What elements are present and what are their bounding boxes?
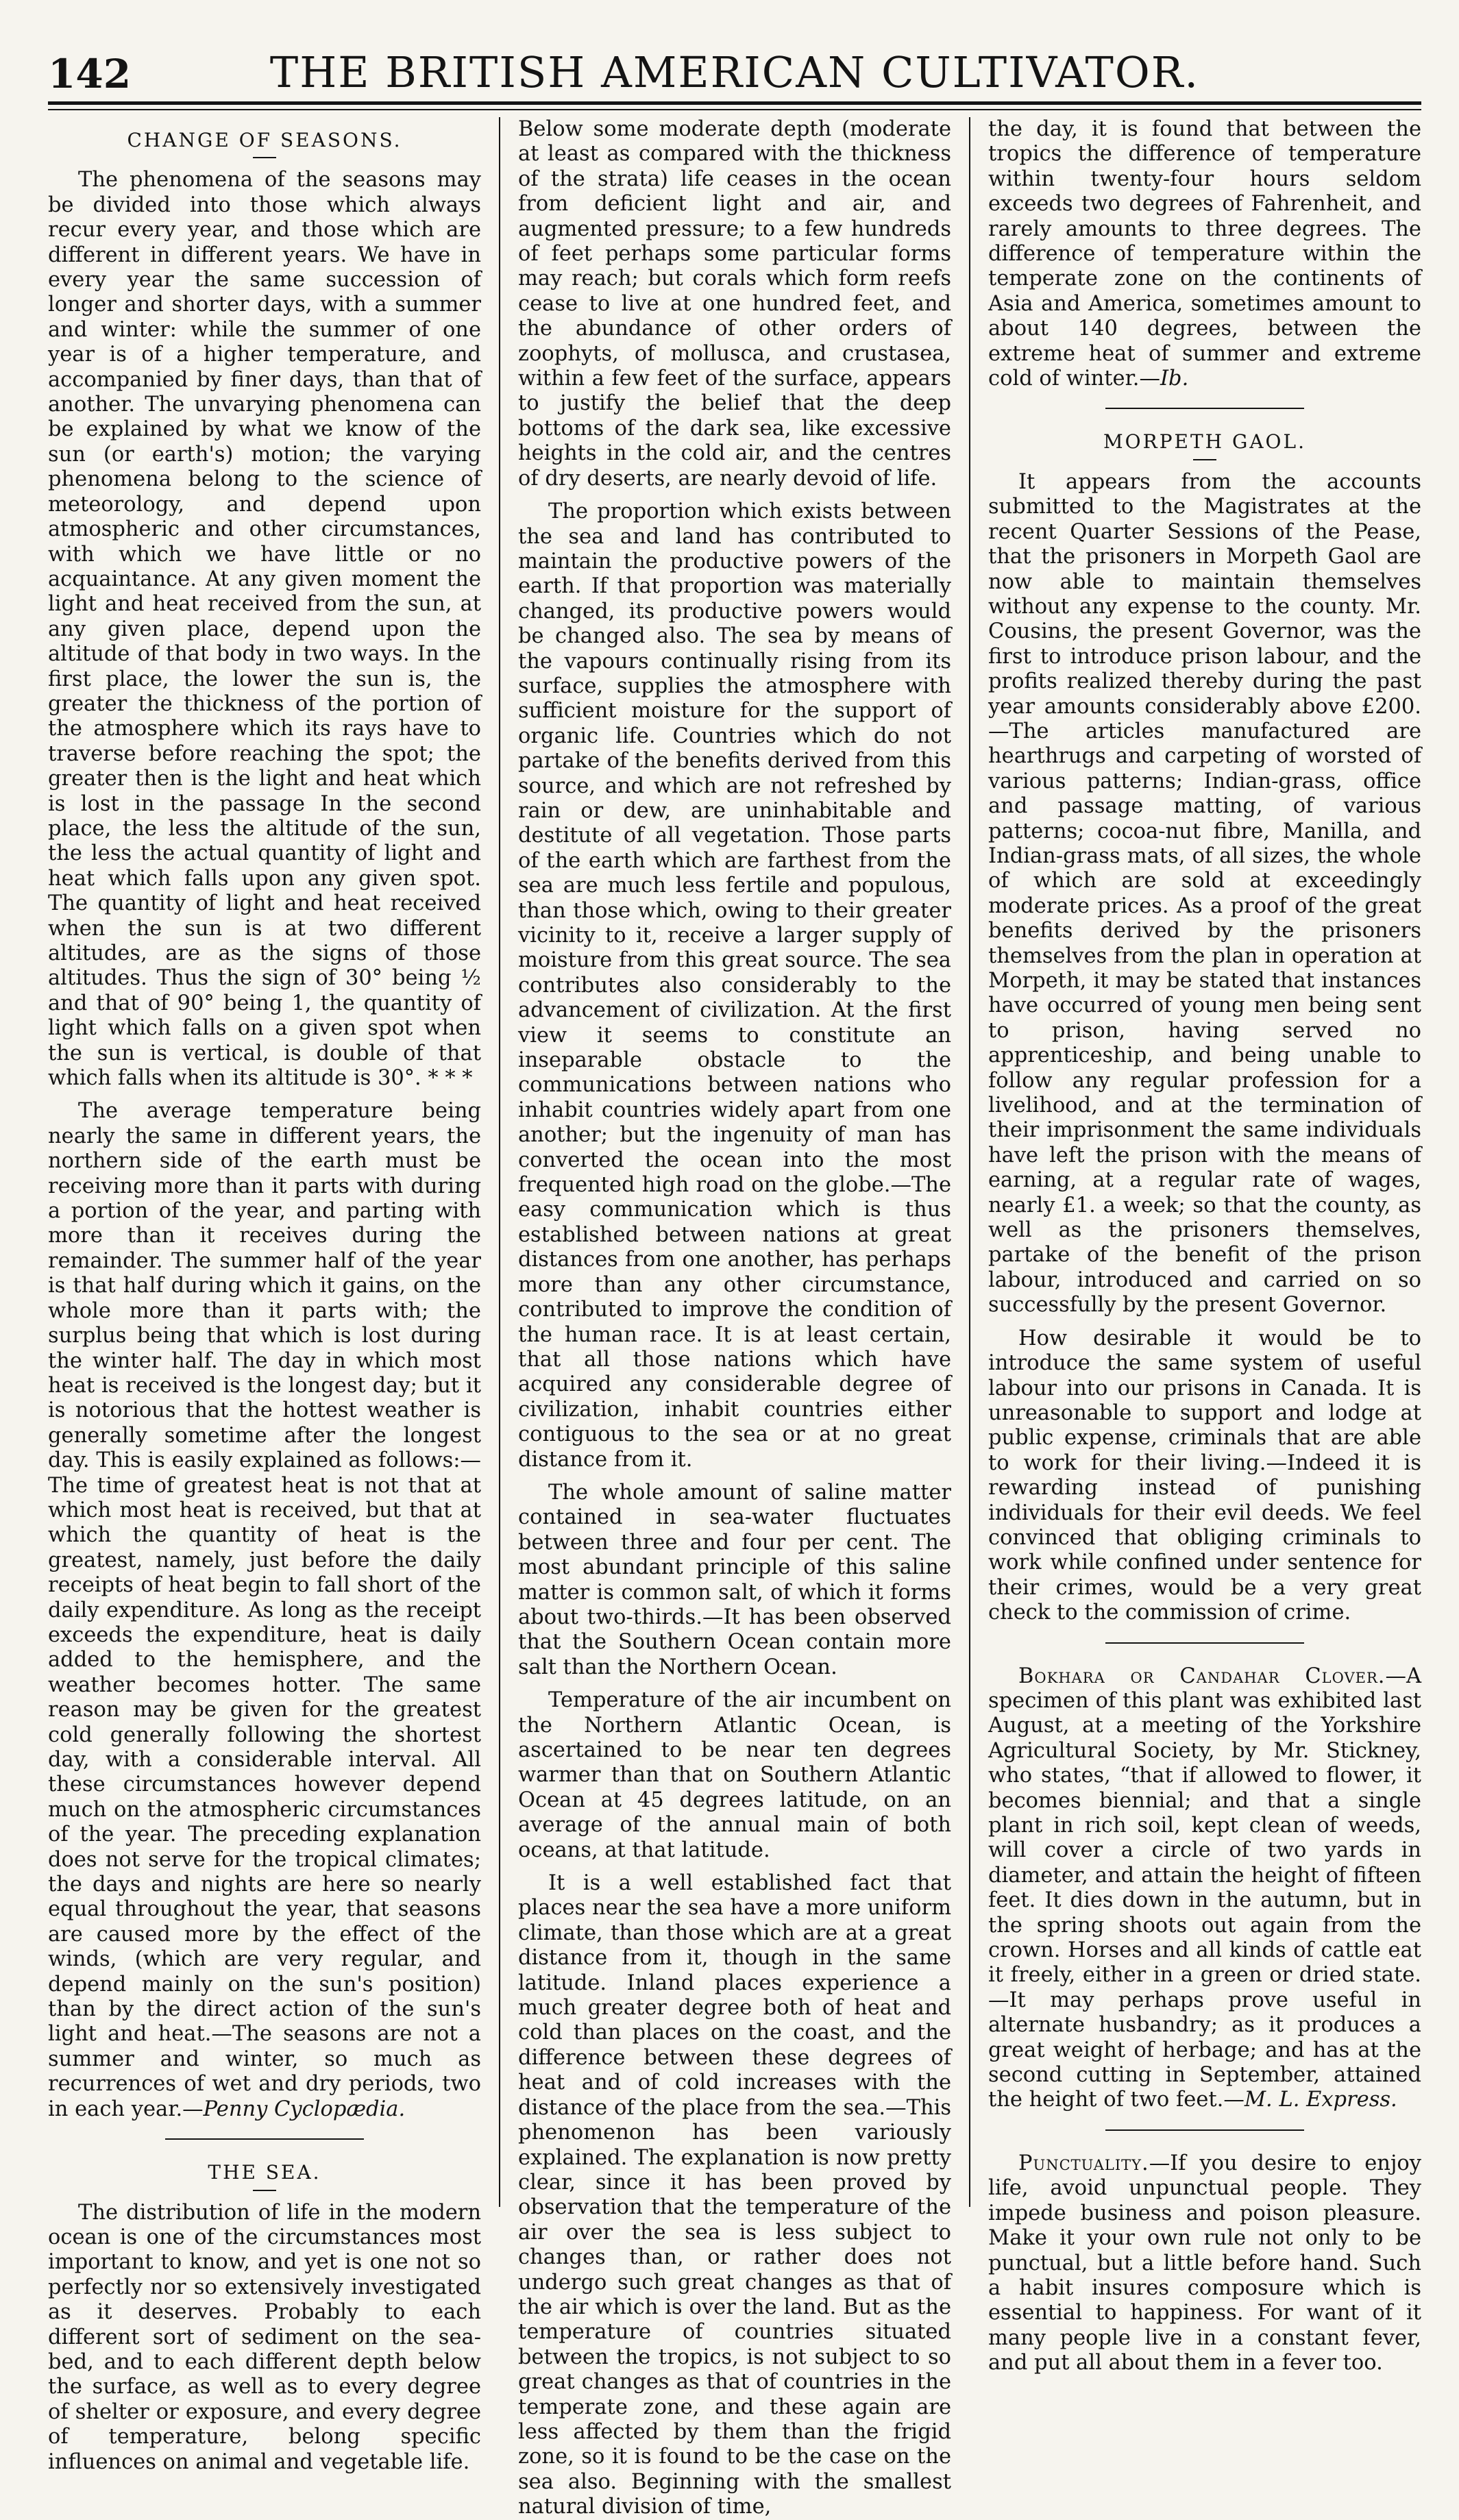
column-1 <box>48 117 499 2474</box>
article-heading: THE SEA. <box>208 2161 321 2184</box>
header-rule <box>48 101 1421 110</box>
article-paragraph <box>988 117 1421 391</box>
source-citation: Ib. <box>1160 367 1189 391</box>
article-paragraph <box>988 470 1421 1318</box>
article-separator <box>1105 1642 1305 1644</box>
article-paragraph <box>988 1326 1421 1626</box>
article-separator <box>1105 408 1305 409</box>
masthead <box>48 34 1421 97</box>
article-lead-title: Punctuality. <box>1018 2151 1149 2175</box>
paragraph-text: —A specimen of this plant was exhibited last August, at a meeting of the Yorkshire Agricultural Society, by Mr. Stickney, who states, “that if allowed to flower, it becomes biennial; and that a single plant in rich soil, kept clean of weeds, will cover a circle of two yards in diameter, and attain the height of fifteen feet. It dies down in the autumn, but in the spring shoots out again from the crown. Horses and all kinds of cattle eat it freely, either in a green or dried state.—It may perhaps prove useful in alternate husbandry; as it produces a great weight of herbage; and has at the second cutting in September, attained the height of two feet.— <box>988 1664 1421 2112</box>
paragraph-text: The phenomena of the seasons may be divided into those which always recur every year, and those which are different in different years. We have in every year the same succession of longer and shorter days, with a summer and winter: while the summer of one year is of a higher temperature, and accompanied by finer days, than that of another. The unvarying phenomena can be explained by what we know of the sun (or earth's) motion; the varying phenomena belong to the science of meteorology, and depend upon atmospheric and other circumstances, with which we have little or no acquaintance. At any given moment the light and heat received from the sun, at any given place, depend upon the altitude of that body in two ways. In the first place, the lower the sun is, the greater the thickness of the portion of the atmosphere which its rays have to traverse before reaching the spot; the greater then is the light and heat which is lost in the passage In the second place, the less the altitude of the sun, the less the actual quantity of light and heat which falls upon any given spot. The quantity of light and heat received when the sun is at two different altitudes, are as the signs of those altitudes. Thus the sign of 30° being ½ and that of 90° being 1, the quantity of light which falls on a given spot when the sun is vertical, is double of that which falls when its altitude is 30°. * * * <box>48 168 481 1091</box>
paragraph-text: The whole amount of saline matter contained in sea-water fluctuates between three and four per cent. The most abundant principle of this saline matter is common salt, of which it forms about two-thirds.—It has been observed that the Southern Ocean contain more salt than the Northern Ocean. <box>518 1480 951 1679</box>
paragraph-text: Temperature of the air incumbent on the Northern Atlantic Ocean, is ascertained to be near ten degrees warmer than that on Southern Atlantic Ocean at 45 degrees latitude, on an average of the annual main of both oceans, at that latitude. <box>518 1688 951 1862</box>
column-2 <box>499 117 969 2519</box>
article-paragraph <box>518 1688 951 1863</box>
paragraph-text: How desirable it would be to introduce the same system of useful labour into our prisons in Canada. It is unreasonable to support and lodge at public expense, criminals that are able to work for their living.—Indeed it is rewarding instead of punishing individuals for their evil deeds. We feel convinced that obliging criminals to work while confined under sentence for their crimes, would be a very great check to the commission of crime. <box>988 1326 1421 1625</box>
article-separator <box>165 2138 365 2140</box>
paragraph-text: It appears from the accounts submitted to the Magistrates at the recent Quarter Sessions of the Pease, that the prisoners in Morpeth Gaol are now able to maintain themselves without any expense to the county. Mr. Cousins, the present Governor, was the first to introduce prison labour, and the profits realized thereby during the past year amounts considerably above £200.—The articles manufactured are hearthrugs and carpeting of worsted of various patterns; Indian-grass, office and passage matting, of various patterns; cocoa-nut fibre, Manilla, and Indian-grass mats, of all sizes, the whole of which are sold at exceedingly moderate prices. As a proof of the great benefits derived by the prisoners themselves from the plan in operation at Morpeth, it may be stated that instances have occurred of young men being sent to prison, having served no apprenticeship, and being unable to follow any regular profession for a livelihood, and at the termination of their imprisonment the same individuals have left the prison with the means of earning, at a regular rate of wages, nearly £1. a week; so that the county, as well as the prisoners themselves, partake of the benefit of the prison labour, introduced and carried on so successfully by the present Governor. <box>988 469 1421 1318</box>
paragraph-text: Below some moderate depth (moderate at least as compared with the thickness of the strata) life ceases in the ocean from deficient light and air, and augmented pressure; to a few hundreds of feet perhaps some particular forms may reach; but corals which form reefs cease to live at one hundred feet, and the abundance of other orders of zoophyts, of mollusca, and crustasea, within a few feet of the surface, appears to justify the belief that the deep bottoms of the dark sea, like excessive heights in the cold air, and the centres of dry deserts, are nearly devoid of life. <box>518 117 951 491</box>
article-paragraph <box>48 168 481 1091</box>
paragraph-text: The average temperature being nearly the same in different years, the northern side of the earth must be receiving more than it parts with during a portion of the year, and parting with more than it receives during the remainder. The summer half of the year is that half during which it gains, on the whole more than it parts with; the surplus being that which is lost during the winter half. The day in which most heat is received is the longest day; but it is notorious that the hottest weather is generally sometime after the longest day. This is easily explained as follows:—The time of greatest heat is not that at which most heat is received, but that at which the quantity of heat is the greatest, namely, just before the daily receipts of heat begin to fall short of the daily expenditure. As long as the receipt exceeds the expenditure, heat is daily added to the hemisphere, and the weather becomes hotter. The same reason may be given for the greatest cold generally following the shortest day, with a considerable interval. All these circumstances however depend much on the atmospheric circumstances of the year. The preceding explanation does not serve for the tropical climates; the days and nights are here so nearly equal throughout the year, that seasons are caused more by the effect of the winds, (which are very regular, and depend mainly on the sun's position) than by the direct action of the sun's light and heat.—The seasons are not a summer and winter, so much as recurrences of wet and dry periods, two in each year.— <box>48 1099 481 2121</box>
newspaper-title: THE BRITISH AMERICAN CULTIVATOR. <box>269 47 1200 97</box>
article-lead-title: Bokhara or Candahar Clover. <box>1018 1664 1386 1688</box>
article-paragraph <box>48 2201 481 2475</box>
article-columns <box>48 117 1421 2519</box>
paragraph-text: The distribution of life in the modern ocean is one of the circumstances most important to know, and yet is one not so perfectly nor so extensively investigated as it deserves. Probably to each different sort of sediment on the sea-bed, and to each different depth below the surface, as well as to every degree of shelter or exposure, and every degree of temperature, belong specific influences on animal and vegetable life. <box>48 2200 481 2474</box>
article-paragraph <box>518 117 951 491</box>
article-heading: CHANGE OF SEASONS. <box>127 129 402 151</box>
page-number: 142 <box>48 51 132 97</box>
article-paragraph <box>518 1871 951 2520</box>
paragraph-text: The proportion which exists between the sea and land has contributed to maintain the productive powers of the earth. If that proportion was materially changed, its productive powers would be changed also. The sea by means of the vapours continually rising from its surface, supplies the atmosphere with sufficient moisture for the support of organic life. Countries which do not partake of the benefits derived from this source, and which are not refreshed by rain or dew, are uninhabitable and destitute of all vegetation. Those parts of the earth which are farthest from the sea are much less fertile and populous, than those which, owing to their greater vicinity to it, receive a larger supply of moisture from this great source. The sea contributes also considerably to the advancement of civilization. At the first view it seems to constitute an inseparable obstacle to the communications between nations who inhabit countries widely apart from one another; but the ingenuity of man has converted the ocean into the most frequented high road on the globe.—The easy communication which is thus established between nations at great distances from one another, has perhaps more than any other circumstance, contributed to improve the condition of the human race. It is at least certain, that all those nations which have acquired any considerable degree of civilization, inhabit countries either contiguous to the sea or at no great distance from it. <box>518 499 951 1472</box>
article-heading: MORPETH GAOL. <box>1103 430 1307 454</box>
heading-dash <box>253 157 276 158</box>
source-citation: M. L. Express. <box>1244 2088 1397 2112</box>
article-paragraph <box>988 2151 1421 2376</box>
paragraph-text: the day, it is found that between the tropics the difference of temperature within twenty-four hours seldom exceeds two degrees of Fahrenheit, and rarely amounts to three degrees. The difference of temperature within the temperate zone on the continents of Asia and America, sometimes amount to about 140 degrees, between the extreme heat of summer and extreme cold of winter.— <box>988 117 1421 391</box>
paragraph-text: —If you desire to enjoy life, avoid unpunctual people. They impede business and poison pleasure. Make it your own rule not only to be punctual, but a little before hand. Such a habit insures composure which is essential to happiness. For want of it many people live in a constant fever, and put all about them in a fever too. <box>988 2151 1421 2375</box>
article-paragraph <box>518 1481 951 1680</box>
article-separator <box>1105 2129 1305 2131</box>
paragraph-text: It is a well established fact that places near the sea have a more uniform climate, than those which are at a great distance from it, though in the same latitude. Inland places experience a much greater degree both of heat and cold than places on the coast, and the difference between these degrees of heat and of cold increases with the distance of the place from the sea.—This phenomenon has been variously explained. The explanation is now pretty clear, since it has been proved by observation that the temperature of the air over the sea is less subject to changes than, or rather does not undergo such great changes as that of the air which is over the land. But as the temperature of countries situated between the tropics, is not subject to so great changes as that of countries in the temperate zone, and these again are less affected by them than the frigid zone, so it is found to be the case on the sea also. Beginning with the smallest natural division of time, <box>518 1871 951 2519</box>
column-3 <box>969 117 1421 2375</box>
source-citation: Penny Cyclopædia. <box>203 2097 406 2121</box>
heading-dash <box>1193 459 1216 460</box>
article-paragraph <box>988 1664 1421 2113</box>
heading-dash <box>253 2190 276 2191</box>
article-paragraph <box>518 499 951 1472</box>
article-paragraph <box>48 1099 481 2122</box>
